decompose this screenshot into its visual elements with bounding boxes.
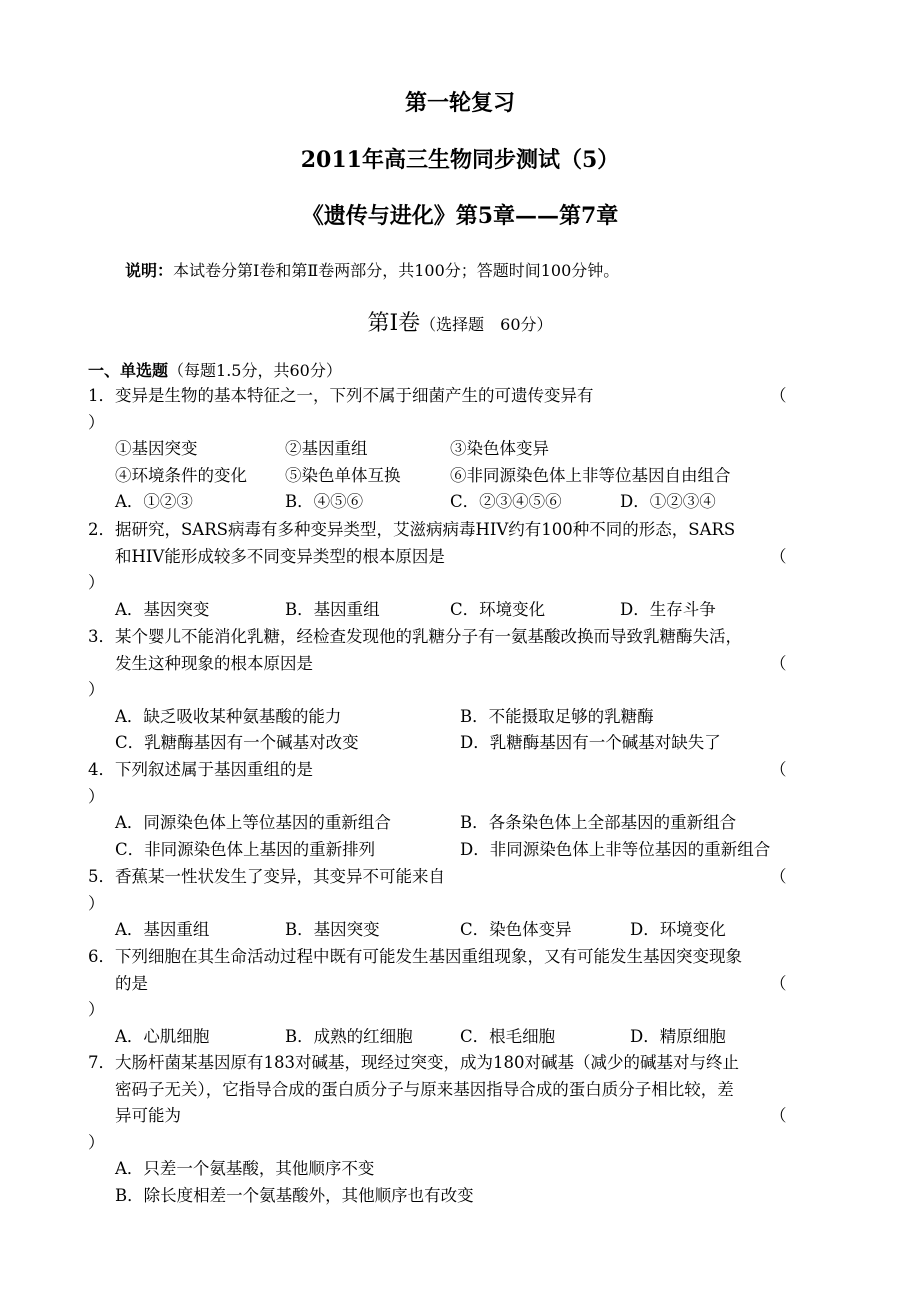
answer-paren-close: ）	[88, 1132, 105, 1152]
question-number: 3．	[88, 627, 115, 646]
item: ④环境条件的变化	[115, 465, 247, 485]
option-d: D．乳糖酶基因有一个碱基对缺失了	[460, 733, 721, 752]
option-b: B．各条染色体上全部基因的重新组合	[460, 813, 737, 832]
answer-paren-close: ）	[88, 1000, 105, 1019]
instructions-text: 本试卷分第Ⅰ卷和第Ⅱ卷两部分，共100分；答题时间100分钟。	[173, 261, 620, 280]
option-a: A．①②③	[115, 492, 193, 511]
option-a: A．基因重组	[115, 920, 210, 939]
section-heading	[88, 358, 342, 381]
option-a: A．心肌细胞	[115, 1026, 210, 1046]
instructions-label: 说明：	[125, 261, 174, 280]
option-b: B．④⑤⑥	[285, 492, 364, 511]
instructions	[125, 258, 619, 281]
answer-paren-close: ）	[88, 893, 105, 913]
item: ⑥非同源染色体上非等位基因自由组合	[450, 465, 731, 485]
option-c: C．乳糖酶基因有一个碱基对改变	[115, 733, 359, 752]
question-3	[88, 624, 820, 757]
question-text: 香蕉某一性状发生了变异，其变异不可能来自	[115, 867, 445, 886]
question-number: 5．	[88, 867, 115, 886]
option-a: A．缺乏吸收某种氨基酸的能力	[115, 706, 342, 726]
question-6	[88, 944, 820, 1050]
question-text: 下列叙述属于基因重组的是	[115, 760, 313, 779]
question-4	[88, 757, 820, 863]
volume-heading	[0, 306, 920, 337]
item: ①基因突变	[115, 439, 198, 458]
answer-paren-open: （	[770, 546, 787, 566]
question-number: 2．	[88, 520, 115, 539]
question-text: 和HIV能形成较多不同变异类型的根本原因是	[115, 546, 445, 566]
answer-paren-close: ）	[88, 680, 105, 699]
question-5	[88, 864, 820, 944]
option-c: C．②③④⑤⑥	[450, 492, 562, 511]
answer-paren-open: （	[770, 760, 787, 779]
question-1	[88, 383, 820, 516]
option-b: B．除长度相差一个氨基酸外，其他顺序也有改变	[115, 1185, 474, 1205]
question-text: 的是	[115, 973, 148, 993]
option-c: C．根毛细胞	[460, 1026, 556, 1046]
question-text: 发生这种现象的根本原因是	[115, 653, 313, 673]
option-b: B．不能摄取足够的乳糖酶	[460, 706, 654, 726]
option-d: D．非同源染色体上非等位基因的重新组合	[460, 839, 771, 859]
option-b: B．成熟的红细胞	[285, 1026, 413, 1046]
question-text: 据研究，SARS病毒有多种变异类型，艾滋病病毒HIV约有100种不同的形态，SARS	[115, 520, 736, 539]
option-d: D．①②③④	[620, 492, 716, 511]
option-c: C．染色体变异	[460, 920, 572, 939]
section-label: 一、单选题	[88, 361, 169, 380]
question-text: 某个婴儿不能消化乳糖，经检查发现他的乳糖分子有一氨基酸改换而导致乳糖酶失活，	[115, 627, 742, 646]
answer-paren-open: （	[770, 386, 787, 405]
question-text: 大肠杆菌某基因原有183对碱基，现经过突变，成为180对碱基（减少的碱基对与终止	[115, 1053, 739, 1072]
title-chapters: 《遗传与进化》第5章——第7章	[301, 203, 619, 229]
option-a: A．同源染色体上等位基因的重新组合	[115, 813, 391, 832]
title-test: 2011年高三生物同步测试（5）	[300, 147, 620, 173]
option-a: A．基因突变	[115, 599, 210, 619]
question-number: 4．	[88, 760, 115, 779]
question-number: 1．	[88, 386, 115, 405]
answer-paren-close: ）	[88, 786, 105, 806]
option-b: B．基因重组	[285, 599, 380, 619]
question-7	[88, 1050, 820, 1209]
answer-paren-open: （	[770, 973, 787, 993]
answer-paren-open: （	[770, 653, 787, 673]
question-number: 6．	[88, 947, 115, 966]
question-text: 异可能为	[115, 1106, 181, 1125]
answer-paren-close: ）	[88, 573, 105, 592]
option-b: B．基因突变	[285, 920, 380, 939]
title-review: 第一轮复习	[404, 90, 515, 116]
item: ③染色体变异	[450, 439, 549, 458]
item: ⑤染色单体互换	[285, 465, 401, 485]
answer-paren-open: （	[770, 1106, 787, 1125]
answer-paren-close: ）	[88, 412, 105, 432]
option-d: D．精原细胞	[630, 1026, 726, 1046]
option-d: D．环境变化	[630, 920, 726, 939]
question-text: 下列细胞在其生命活动过程中既有可能发生基因重组现象，又有可能发生基因突变现象	[115, 947, 742, 966]
question-text: 密码子无关），它指导合成的蛋白质分子与原来基因指导合成的蛋白质分子相比较，差	[115, 1079, 734, 1099]
section-desc: （每题1.5分，共60分）	[168, 361, 342, 380]
question-text: 变异是生物的基本特征之一，下列不属于细菌产生的可遗传变异有	[115, 386, 594, 405]
item: ②基因重组	[285, 439, 368, 458]
option-c: C．非同源染色体上基因的重新排列	[115, 839, 376, 859]
option-a: A．只差一个氨基酸，其他顺序不变	[115, 1159, 375, 1178]
question-2	[88, 517, 820, 623]
question-number: 7．	[88, 1053, 115, 1072]
volume-title: 第Ⅰ卷	[367, 311, 421, 336]
volume-subtitle: （选择题 60分）	[420, 315, 553, 334]
answer-paren-open: （	[770, 867, 787, 886]
option-c: C．环境变化	[450, 599, 546, 619]
option-d: D．生存斗争	[620, 599, 716, 619]
